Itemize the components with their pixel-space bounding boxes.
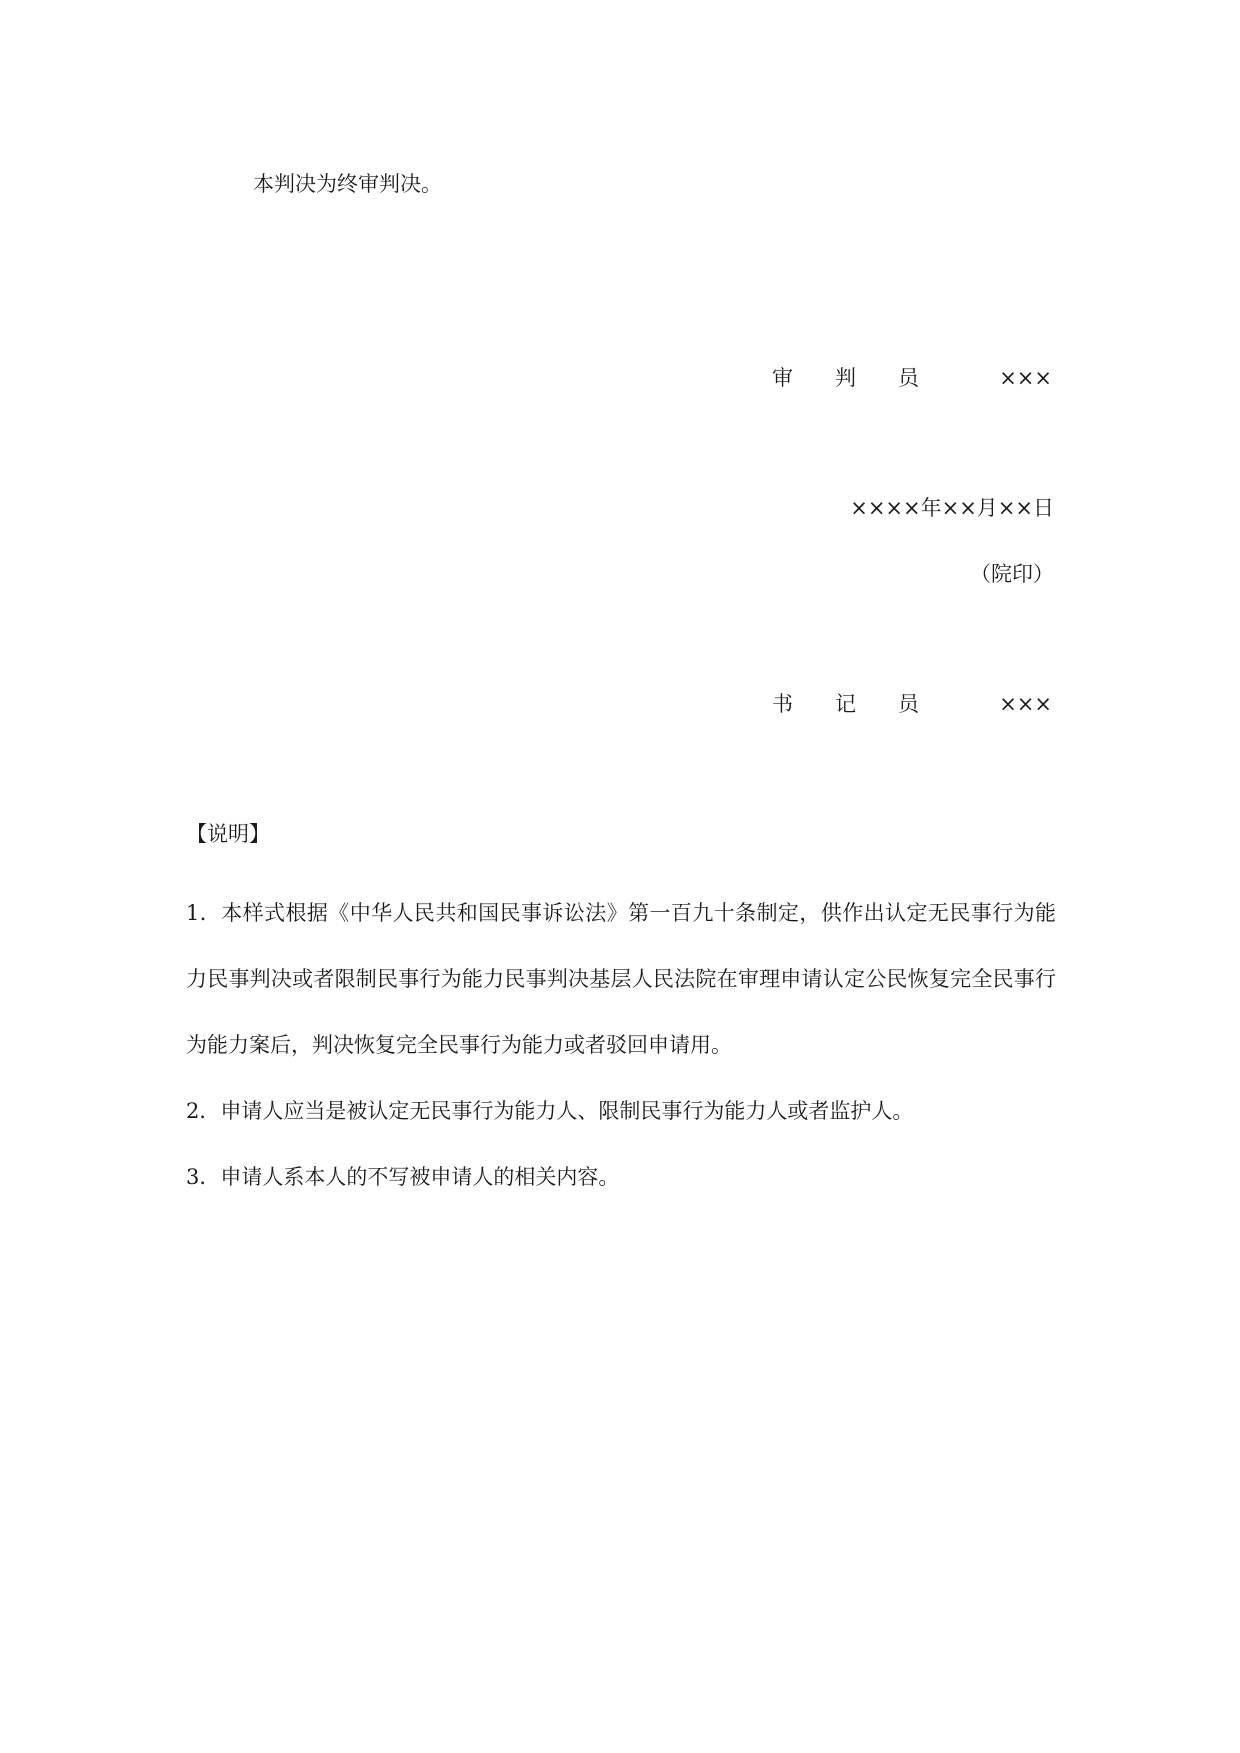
judge-signature [772, 364, 1052, 392]
notes-list [186, 880, 1056, 1210]
note-item: 2．申请人应当是被认定无民事行为能力人、限制民事行为能力人或者监护人。 [186, 1099, 914, 1123]
final-judgment-note: 本判决为终审判决。 [253, 172, 442, 196]
judge-name: ××× [999, 366, 1052, 390]
note-item: 3．申请人系本人的不写被申请人的相关内容。 [186, 1165, 620, 1189]
clerk-signature [772, 690, 1052, 718]
notes-heading: 【说明】 [186, 822, 270, 846]
judge-title: 审判员 [772, 366, 961, 390]
clerk-title: 书记员 [772, 692, 961, 716]
judgment-date: ××××年××月××日 [850, 496, 1054, 520]
clerk-name: ××× [999, 692, 1052, 716]
court-seal-note: （院印） [970, 562, 1054, 586]
note-item: 1．本样式根据《中华人民共和国民事诉讼法》第一百九十条制定，供作出认定无民事行为能力民事判决或者限制民事行为能力民事判决基层人民法院在审理申请认定公民恢复完全民事行为能力案后，判决恢复完全民事行为能力或者驳回申请用。 [186, 901, 1056, 1057]
